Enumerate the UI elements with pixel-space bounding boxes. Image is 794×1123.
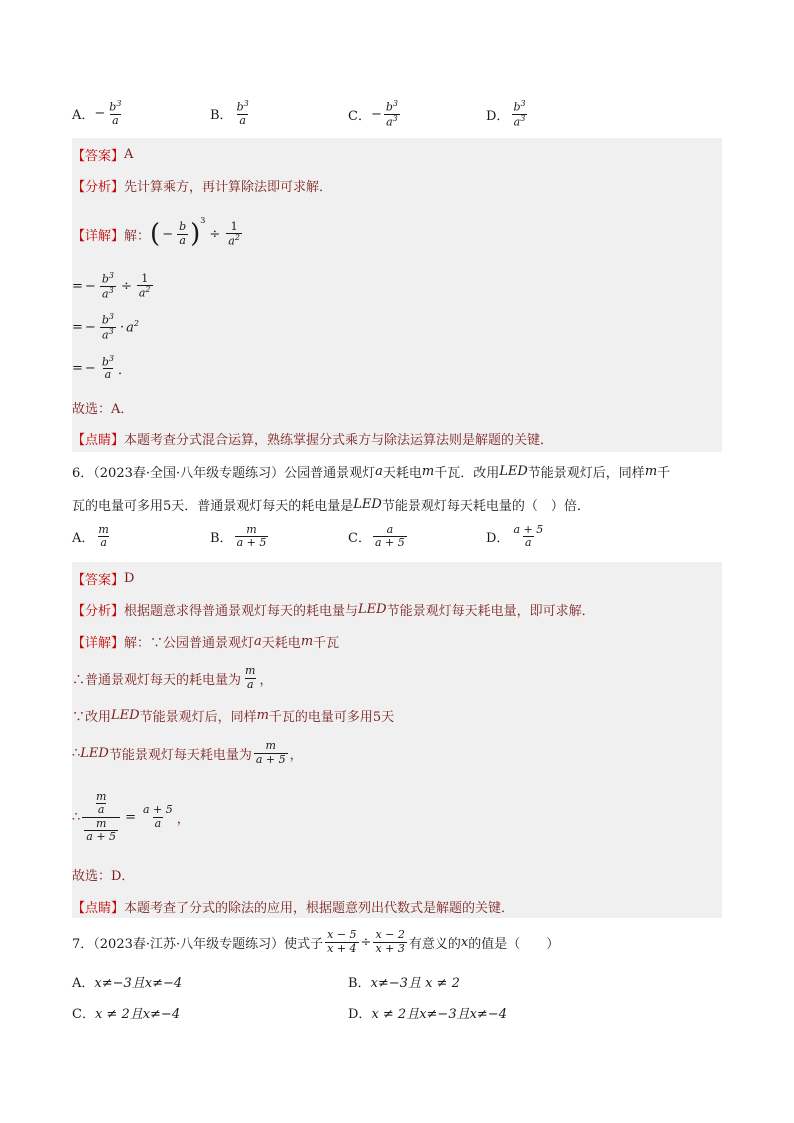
q5-option-d: D． $\frac{b^3}{a^3}$ (486, 99, 526, 129)
q7-option-a: A． x≠−3且x≠−4 (72, 976, 183, 991)
q6-option-b: B． $\frac{m}{a + 5}$ (210, 523, 267, 550)
q6-compound-fraction: $\frac{\frac{m}{a}}{\frac{m}{a + 5}}$ (82, 791, 120, 842)
q5-analysis: 【分析】 先计算乘方，再计算除法即可求解． (72, 179, 333, 195)
q6-line3: ∵改用 LED 节能景观灯后，同样 m 千瓦的电量可多用5天 (72, 707, 395, 725)
q7-stem: 7．（2023春·江苏·八年级专题练习）使式子 $\frac{x - 5}{x + 4}$ ÷ $\frac{x - 2}{x + 3}$ 有意义的 x 的值是（ ） (72, 928, 560, 955)
q5-option-c-fraction: $\frac{b^3}{a^3}$ (385, 99, 398, 129)
q7-option-b: B． x≠−3且 x ≠ 2 (348, 976, 460, 991)
q5-step1: = − $\frac{b^3}{a^3}$ ÷ $\frac{1}{a^2}$ (72, 270, 151, 301)
q6-comment: 【点睛】 本题考查了分式的除法的应用，根据题意列出代数式是解题的关键． (72, 900, 515, 916)
q5-option-b-fraction: $\frac{b^3}{a}$ (236, 99, 249, 127)
q6-analysis: 【分析】 根据题意求得普通景观灯每天的耗电量与 LED 节能景观灯每天耗电量，即可求解． (72, 601, 595, 619)
q6-stem-line1: 6．（2023春·全国·八年级专题练习）公园普通景观灯 a 天耗电 m 千瓦．改用 LED 节能景观灯后，同样 m 千 (72, 463, 671, 481)
q6-line2: ∴普通景观灯每天的耗电量为 $\frac{m}{a}$ ， (72, 664, 273, 691)
q6-option-a: A． $\frac{m}{a}$ (72, 523, 109, 550)
q5-detail-fraction-b-over-a: $\frac{b}{a}$ (179, 220, 187, 247)
q7-option-d: D． x ≠ 2且x≠−3且x≠−4 (348, 1007, 507, 1022)
q5-answer: 【答案】 A (72, 146, 134, 164)
q5-option-c: C． − $\frac{b^3}{a^3}$ (348, 99, 398, 129)
q6-stem-line2: 瓦的电量可多用5天．普通景观灯每天的耗电量是 LED 节能景观灯每天耗电量的（ ）倍． (72, 496, 590, 514)
q5-option-b: B． $\frac{b^3}{a}$ (210, 99, 249, 127)
q6-option-d: D． $\frac{a + 5}{a}$ (486, 523, 544, 550)
q6-line4: ∴ LED 节能景观灯每天耗电量为 $\frac{m}{a + 5}$ ， (72, 739, 303, 766)
q6-option-c: C． $\frac{a}{a + 5}$ (348, 523, 405, 550)
q5-comment: 【点睛】 本题考查分式混合运算，熟练掌握分式乘方与除法运算法则是解题的关键． (72, 432, 554, 448)
q5-option-a: A． − $\frac{b^3}{a}$ (72, 99, 122, 127)
q5-choose: 故选：A． (72, 401, 134, 417)
q6-detail: 【详解】 解：∵公园普通景观灯 a 天耗电 m 千瓦 (72, 633, 340, 651)
q5-detail: 【详解】 解： ( − $\frac{b}{a}$ ) $^3$ ÷ $\frac{1}{a^2}$ (72, 216, 240, 249)
q5-step2: = − $\frac{b^3}{a^3}$ · $a^2$ (72, 311, 139, 342)
q6-answer: 【答案】 D (72, 570, 135, 588)
q5-detail-fraction-one-over-a2: $\frac{1}{a^2}$ (228, 219, 240, 248)
q6-choose: 故选：D． (72, 868, 135, 884)
q5-step3: = − $\frac{b^3}{a}$ ． (72, 353, 131, 382)
q6-line5: ∴ $\frac{\frac{m}{a}}{\frac{m}{a + 5}}$ = $\frac{a + 5}{a}$ ， (72, 790, 190, 843)
q7-option-c: C． x ≠ 2且x≠−4 (72, 1007, 181, 1022)
q5-option-a-fraction: $\frac{b^3}{a}$ (109, 99, 122, 127)
q5-option-d-fraction: $\frac{b^3}{a^3}$ (513, 99, 526, 129)
